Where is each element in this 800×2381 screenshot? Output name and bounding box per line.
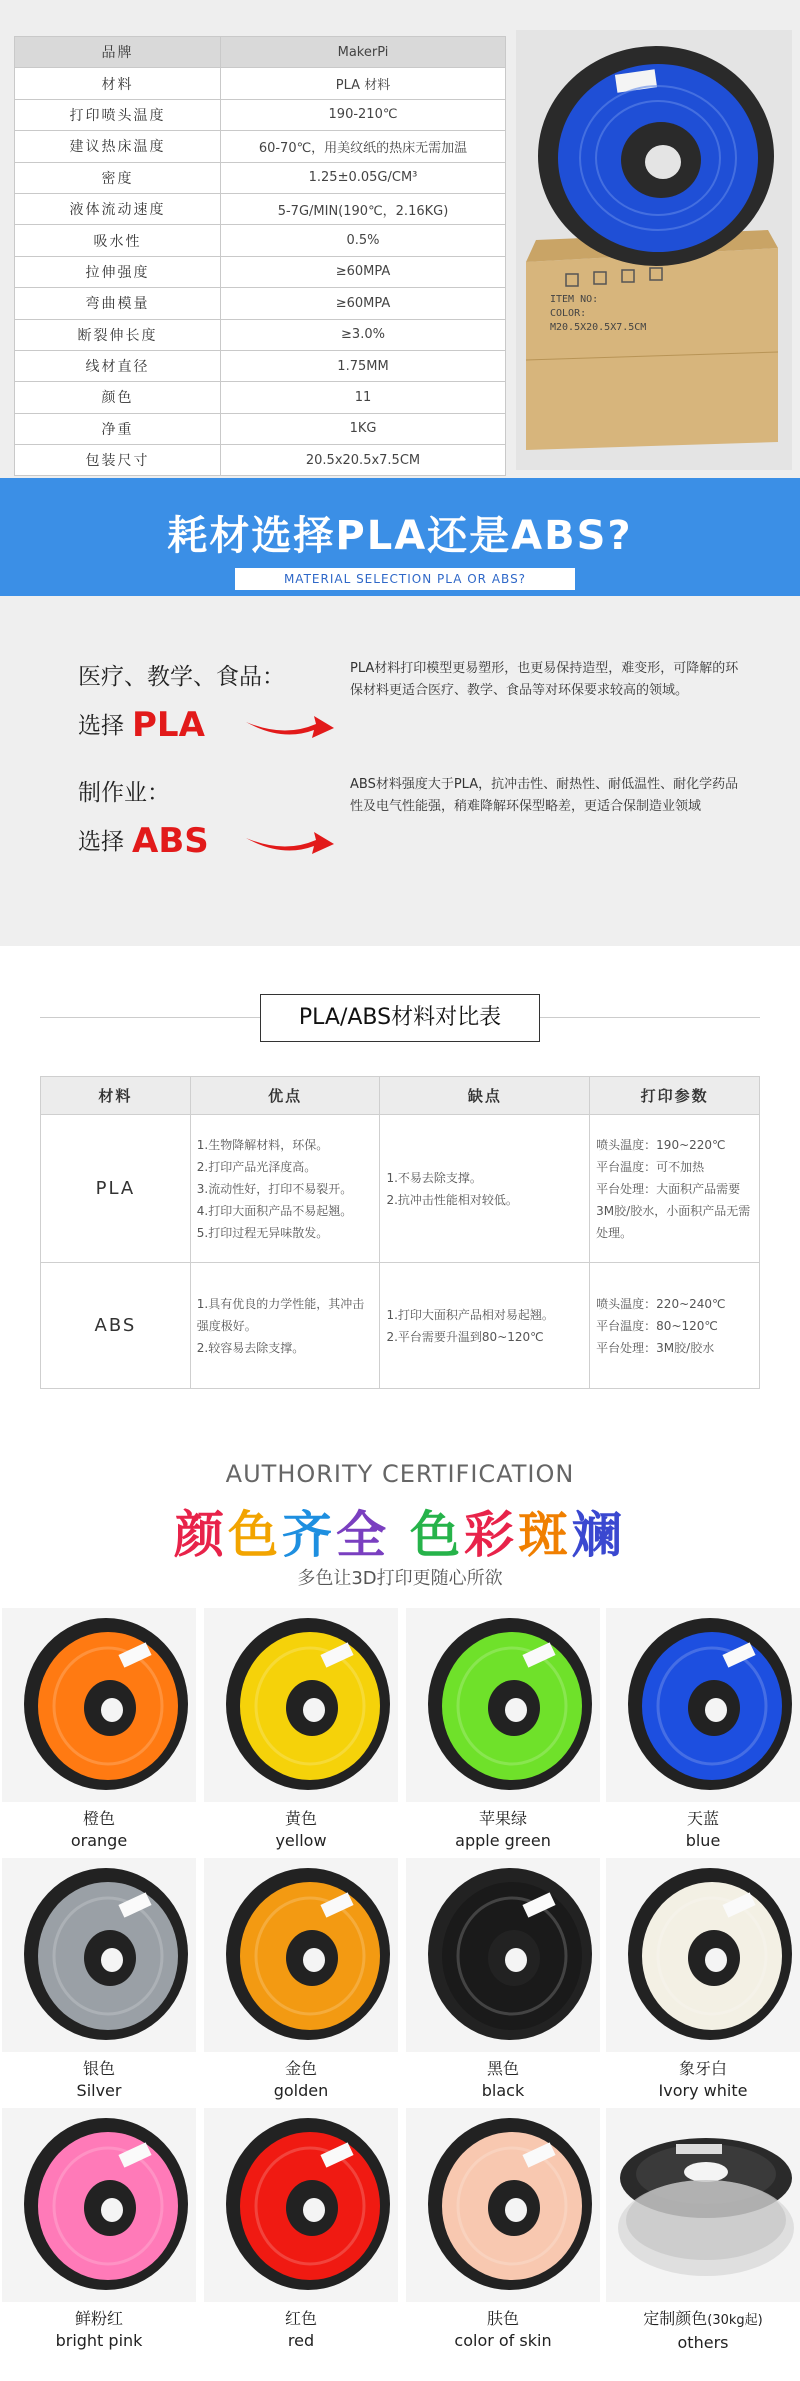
pla-choose-label [78,702,205,745]
header-params: 打印参数 [590,1077,760,1115]
spec-key: 材料 [15,68,221,99]
spec-value: ≥60MPA [221,256,506,287]
filament-spool-image [406,1608,600,1802]
headline-char: 色 [410,1506,464,1564]
color-name-cn-text: 象牙白 [678,2059,727,2078]
filament-spool-image [204,1608,398,1802]
comparison-material: PLA [41,1115,191,1263]
spec-value: 1KG [221,413,506,444]
pla-material-label: PLA [132,705,205,745]
headline-char: 全 [336,1506,390,1564]
color-name-cn-text: 鲜粉红 [74,2309,123,2328]
box-size-label: M20.5X20.5X7.5CM [550,322,647,333]
color-caption [603,2058,800,2102]
banner-subtitle: MATERIAL SELECTION PLA OR ABS? [235,568,575,590]
color-name-en: blue [685,1831,721,1850]
abs-choose-label [78,818,209,861]
spec-value: 20.5x20.5x7.5CM [221,445,506,476]
box-item-label: ITEM NO: [550,294,599,305]
comparison-title: PLA/ABS材料对比表 [260,994,540,1042]
spec-value: 1.75MM [221,350,506,381]
spec-key: 弯曲模量 [15,288,221,319]
color-caption [201,1808,401,1852]
filament-spool-image [204,2108,398,2302]
spec-row [15,162,506,193]
filament-spool-image [406,2108,600,2302]
spec-key: 线材直径 [15,350,221,381]
spec-value: ≥3.0% [221,319,506,350]
color-caption [201,2308,401,2352]
comparison-pros-item: 2.打印产品光泽度高。 [196,1159,317,1174]
pla-use-label: 医疗、教学、食品： [78,664,285,690]
comparison-params-item: 平台处理：3M胶/胶水 [596,1340,715,1355]
spec-row [15,68,506,99]
color-name-cn [403,2058,603,2080]
comparison-pros-item: 4.打印大面积产品不易起翘。 [196,1203,353,1218]
color-name-cn [201,1808,401,1830]
comparison-table [40,1076,760,1389]
spec-row [15,256,506,287]
header-pros: 优点 [190,1077,380,1115]
color-name-en: apple green [455,1831,551,1850]
color-caption [603,2308,800,2354]
comparison-params-item: 喷头温度：190~220℃ [596,1137,726,1152]
color-name-en: Silver [76,2081,122,2100]
color-caption [403,2308,603,2352]
spec-key: 密度 [15,162,221,193]
abs-material-label: ABS [132,821,209,861]
headline-char: 斓 [572,1506,626,1564]
abs-selection-row [0,774,800,894]
color-name-cn [603,2308,800,2332]
color-tagline: 多色让3D打印更随心所欲 [297,1568,503,1589]
comparison-pros [190,1115,380,1263]
comparison-params-item: 平台温度：80~120℃ [596,1318,718,1333]
color-name-cn [201,2058,401,2080]
color-name-en: bright pink [55,2331,143,2350]
color-name-cn-text: 金色 [284,2059,317,2078]
header-material: 材料 [41,1077,191,1115]
spec-key: 包装尺寸 [15,445,221,476]
color-name-cn-text: 红色 [284,2309,317,2328]
spec-row [15,99,506,130]
filament-spool-image [204,1858,398,2052]
pla-description: PLA材料打印模型更易塑形，也更易保持造型，难变形，可降解的环保材料更适合医疗、教学、食品等对环保要求较高的领域。 [350,661,739,698]
spec-table [14,36,506,476]
color-caption [0,2058,199,2102]
color-name-en: red [287,2331,315,2350]
color-name-cn-text: 银色 [82,2059,115,2078]
spec-row [15,350,506,381]
divider-right [540,1017,760,1018]
spec-value: 1.25±0.05G/CM³ [221,162,506,193]
spec-row [15,225,506,256]
spec-row [15,37,506,68]
spec-key: 拉伸强度 [15,256,221,287]
color-name-cn [603,2058,800,2080]
spec-value: 190-210℃ [221,99,506,130]
comparison-pros-item: 1.生物降解材料，环保。 [196,1137,329,1152]
color-name-cn-text: 黑色 [486,2059,519,2078]
comparison-material: ABS [41,1263,191,1389]
color-name-cn [603,1808,800,1830]
comparison-pros [190,1263,380,1389]
comparison-cons-item: 1.不易去除支撑。 [386,1170,482,1185]
comparison-pros-item: 3.流动性好，打印不易裂开。 [196,1181,353,1196]
spec-key: 颜色 [15,382,221,413]
filament-spool-image [2,1608,196,1802]
spec-key: 断裂伸长度 [15,319,221,350]
pla-selection-row [0,658,800,778]
color-caption [201,2058,401,2102]
comparison-cons [380,1115,590,1263]
abs-use-label: 制作业： [78,780,170,806]
spec-row [15,382,506,413]
spec-value: ≥60MPA [221,288,506,319]
spec-row [15,193,506,224]
comparison-params-item: 平台温度：可不加热 [596,1159,705,1174]
spec-section [0,0,800,478]
color-name-en: yellow [275,1831,327,1850]
color-name-cn-text: 肤色 [486,2309,519,2328]
color-name-cn-text: 橙色 [82,1809,115,1828]
color-name-en: black [481,2081,525,2100]
spec-row [15,445,506,476]
spec-value: 11 [221,382,506,413]
comparison-cons-item: 1.打印大面积产品相对易起翘。 [386,1307,554,1322]
spec-key: 品牌 [15,37,221,68]
choose-text: 选择 [78,829,124,855]
choose-text: 选择 [78,713,124,739]
comparison-params-item: 平台处理：大面积产品需要3M胶/胶水，小面积产品无需处理。 [596,1181,751,1240]
color-caption [403,1808,603,1852]
color-name-cn-text: 天蓝 [686,1809,719,1828]
spec-key: 液体流动速度 [15,193,221,224]
spec-value: PLA 材料 [221,68,506,99]
color-name-cn-text: 定制颜色 [643,2309,708,2328]
abs-description: ABS材料强度大于PLA，抗冲击性、耐热性、耐低温性、耐化学药品性及电气性能强，稍难降解环保型略差，更适合保制造业领域 [350,777,739,814]
material-banner [0,478,800,596]
comparison-pros-item: 1.具有优良的力学性能，其冲击强度极好。 [196,1296,365,1333]
spec-key: 建议热床温度 [15,131,221,162]
red-arrow-icon [244,708,336,742]
product-box-photo [516,30,792,470]
color-name-en: golden [273,2081,329,2100]
selection-section [0,596,800,946]
color-caption [0,1808,199,1852]
spec-value: 0.5% [221,225,506,256]
filament-spool-image [606,1858,800,2052]
spec-key: 净重 [15,413,221,444]
color-name-en: color of skin [454,2331,552,2350]
comparison-params [590,1115,760,1263]
headline-char: 颜 [174,1506,228,1564]
filament-spool-image [2,1858,196,2052]
color-name-en: Ivory white [658,2081,748,2100]
box-color-label: COLOR: [550,308,587,319]
spec-row [15,288,506,319]
spec-value: 60-70℃，用美纹纸的热床无需加温 [221,131,506,162]
color-name-cn [201,2308,401,2330]
color-caption [0,2308,199,2352]
color-caption [603,1808,800,1852]
comparison-row [41,1263,760,1389]
filament-spool-image [406,1858,600,2052]
comparison-params [590,1263,760,1389]
color-name-cn [403,1808,603,1830]
comparison-cons [380,1263,590,1389]
color-name-cn [403,2308,603,2330]
color-name-cn-text: 黄色 [284,1809,317,1828]
header-cons: 缺点 [380,1077,590,1115]
color-caption [403,2058,603,2102]
authority-heading: AUTHORITY CERTIFICATION [225,1460,575,1488]
comparison-params-item: 喷头温度：220~240℃ [596,1296,726,1311]
spec-row [15,413,506,444]
color-note: (30kg起) [707,2313,763,2328]
comparison-cons-item: 2.平台需要升温到80~120℃ [386,1329,544,1344]
filament-spool-image [606,1608,800,1802]
filament-spool-image [2,2108,196,2302]
spec-key: 吸水性 [15,225,221,256]
divider-left [40,1017,260,1018]
headline-char: 斑 [518,1506,572,1564]
comparison-pros-item: 2.较容易去除支撑。 [196,1340,305,1355]
color-name-en: orange [70,1831,128,1850]
red-arrow-icon [244,824,336,858]
comparison-row [41,1115,760,1263]
color-name-cn [0,2308,199,2330]
spec-value: 5-7G/MIN(190℃，2.16KG) [221,193,506,224]
filament-spool-image [606,2108,800,2302]
color-name-en: others [677,2333,729,2352]
banner-title: 耗材选择PLA还是ABS? [167,513,633,559]
colorful-headline [0,1495,800,1567]
comparison-pros-item: 5.打印过程无异味散发。 [196,1225,329,1240]
spec-key: 打印喷头温度 [15,99,221,130]
spec-row [15,319,506,350]
headline-char: 齐 [282,1506,336,1564]
color-name-cn [0,2058,199,2080]
comparison-cons-item: 2.抗冲击性能相对较低。 [386,1192,518,1207]
headline-char: 彩 [464,1506,518,1564]
spec-row [15,131,506,162]
spec-value: MakerPi [221,37,506,68]
headline-char: 色 [228,1506,282,1564]
color-name-cn [0,1808,199,1830]
color-name-cn-text: 苹果绿 [478,1809,527,1828]
